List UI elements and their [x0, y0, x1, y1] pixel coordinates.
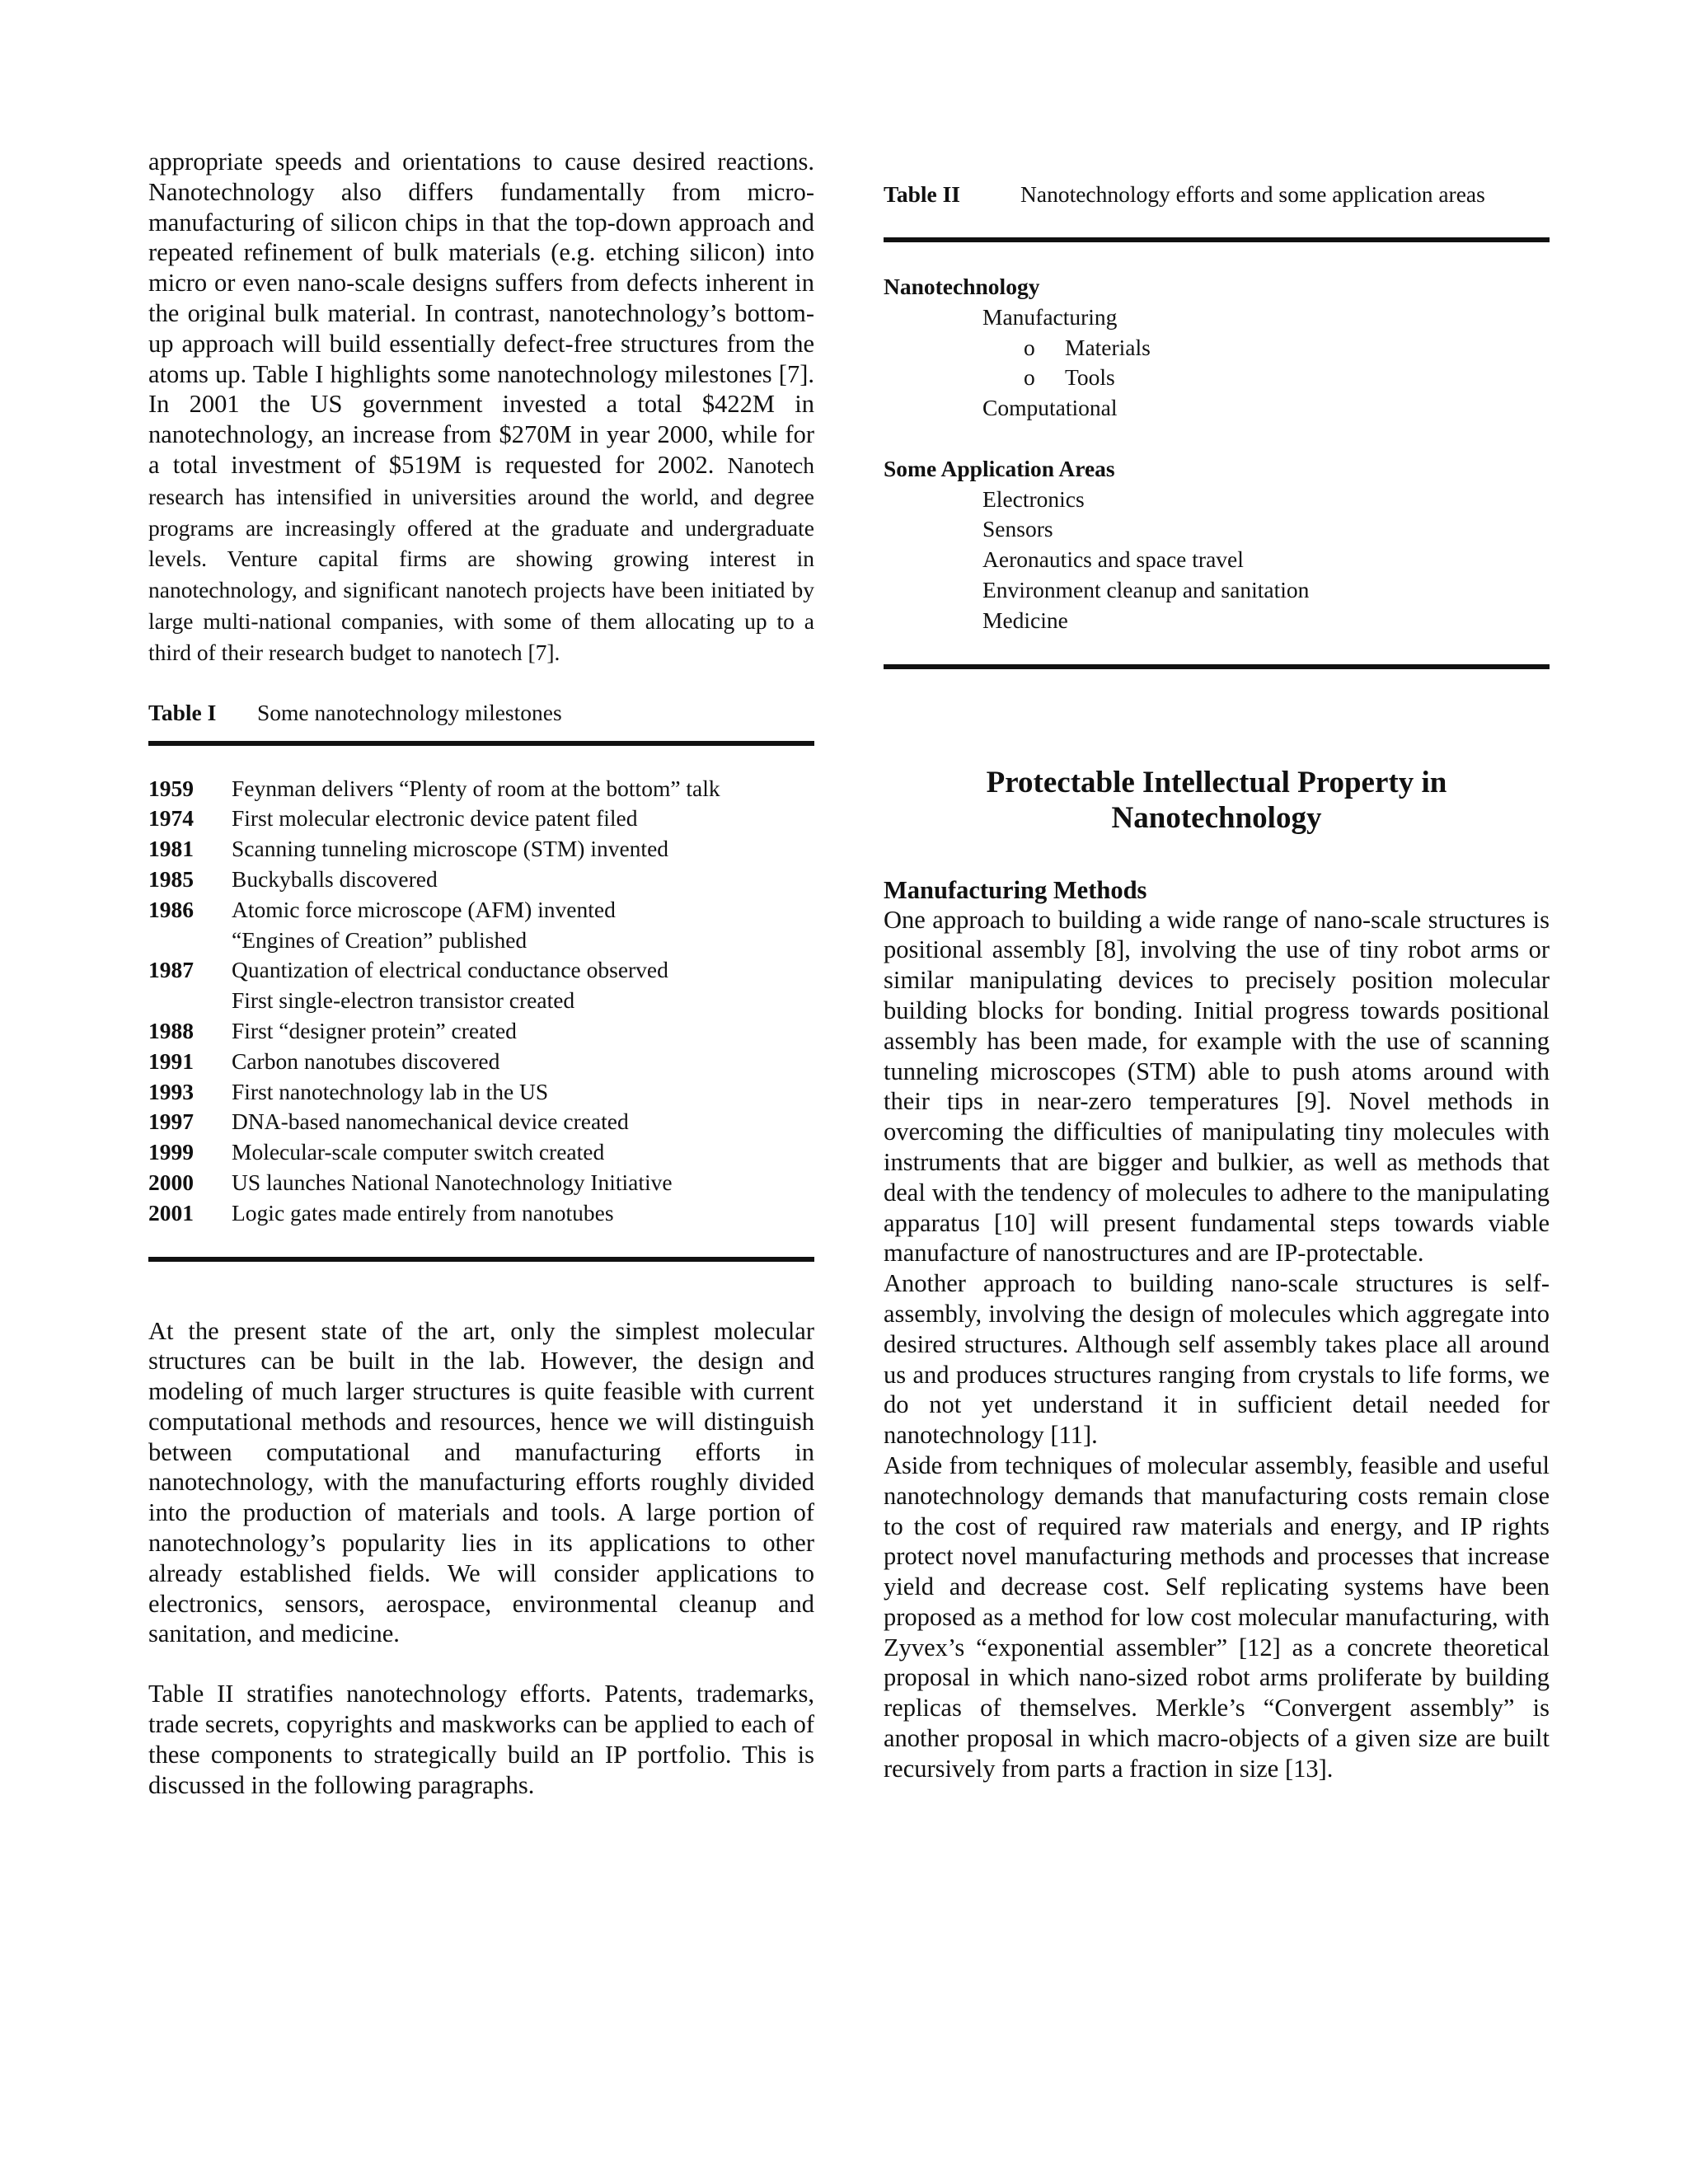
table-row: [148, 1198, 814, 1229]
milestone-event: “Engines of Creation” published: [232, 926, 528, 953]
section-title-line2: Nanotechnology: [1111, 800, 1322, 835]
section-title: [884, 765, 1550, 836]
milestone-year: 1988: [148, 1017, 194, 1043]
list-item: Electronics: [982, 485, 1085, 512]
table2-subitem-tools: [884, 363, 1550, 393]
table-row: [148, 895, 814, 926]
table2-label: Table II: [884, 181, 960, 207]
milestone-event: Atomic force microscope (AFM) invented: [232, 896, 616, 922]
milestone-event: Quantization of electrical conductance observed: [232, 957, 668, 983]
body-paragraph-self-assembly: Another approach to building nano-scale structures is self-assembly, involving the design of molecules which aggregate into desired structures. Although self assembly takes place all around us and produces structures ranging from crystals to life forms, we do not yet understand it in sufficient detail needed for nanotechnology [11].: [884, 1269, 1550, 1450]
table1-caption: [148, 698, 814, 728]
list-item: Aeronautics and space travel: [982, 546, 1244, 573]
table-row: [148, 804, 814, 834]
list-item: Medicine: [982, 607, 1068, 633]
milestone-year: [148, 986, 232, 1016]
table2-subitem-label: Materials: [1065, 334, 1151, 360]
milestone-year: 1959: [148, 775, 194, 801]
table-row: [148, 955, 814, 986]
milestone-year: 1997: [148, 1108, 194, 1135]
table-row: [148, 1168, 814, 1198]
table2-subitem-label: Tools: [1065, 364, 1115, 391]
milestone-year: 1999: [148, 1139, 194, 1165]
milestone-event: DNA-based nanomechanical device created: [232, 1108, 629, 1135]
table1-label: Table I: [148, 699, 217, 725]
list-item: Sensors: [982, 516, 1053, 542]
table2-body: [884, 272, 1550, 636]
table-row: [148, 834, 814, 865]
table-row: [148, 926, 814, 956]
left-column: [148, 147, 814, 1800]
milestone-event: Molecular-scale computer switch created: [232, 1139, 605, 1165]
table-row: [148, 774, 814, 804]
table-row: [148, 1107, 814, 1137]
table2-title: Nanotechnology efforts and some application areas: [1020, 181, 1485, 207]
table-row: [148, 1047, 814, 1077]
table-row: [148, 1016, 814, 1047]
milestone-year: 1987: [148, 957, 194, 983]
body-paragraph-intro: [148, 147, 814, 668]
list-item: Environment cleanup and sanitation: [982, 576, 1310, 602]
table2-item-manufacturing: Manufacturing: [982, 303, 1118, 330]
table-row: [148, 865, 814, 895]
body-paragraph-table2-intro: Table II stratifies nanotechnology efforts. Patents, trademarks, trade secrets, copyrights and maskworks can be applied to each of these components to strategically build an IP portfolio. This is discussed in the following paragraphs.: [148, 1680, 814, 1799]
body-paragraph-state-of-art: At the present state of the art, only the simplest molecular structures can be built in the lab. However, the design and modeling of much larger structures is quite feasible with current computational methods and resources, hence we will distinguish between computational and manufacturing efforts in nanotechnology, with the manufacturing efforts roughly divided into the production of materials and tools. A large portion of nanotechnology’s popularity lies in its applications to other already established fields. We will consider applications to electronics, sensors, aerospace, environmental cleanup and sanitation, and medicine.: [148, 1316, 814, 1648]
table2-heading-nanotechnology: Nanotechnology: [884, 274, 1040, 299]
milestone-event: First nanotechnology lab in the US: [232, 1078, 549, 1104]
milestone-year: 2000: [148, 1169, 194, 1195]
intro-text-small: Nanotech research has intensified in universities around the world, and degree programs are increasingly offered at the graduate and undergraduate levels. Venture capital firms are showing growing interest in nanotechnology, and significant nanotech projects have been initiated by large multi-national companies, with some of them allocating up to a third of their research budget to nanotech [7].: [148, 452, 814, 665]
milestone-year: 1993: [148, 1078, 194, 1104]
milestone-event: First molecular electronic device patent filed: [232, 805, 638, 832]
table1-body: [148, 774, 814, 1229]
milestone-event: Scanning tunneling microscope (STM) invented: [232, 836, 669, 862]
table2-item-computational: Computational: [982, 395, 1118, 421]
subsection-title: Manufacturing Methods: [884, 875, 1147, 904]
milestone-event: US launches National Nanotechnology Initiative: [232, 1169, 673, 1195]
milestone-event: Buckyballs discovered: [232, 865, 438, 892]
milestone-year: 1985: [148, 865, 194, 892]
table1-title: Some nanotechnology milestones: [257, 699, 562, 725]
milestone-event: Logic gates made entirely from nanotubes: [232, 1199, 614, 1226]
right-column: [884, 147, 1550, 1784]
milestone-year: 1991: [148, 1047, 194, 1074]
milestone-event: First single-electron transistor created: [232, 987, 575, 1014]
intro-text: appropriate speeds and orientations to cause desired reactions. Nanotechnology also differs fundamentally from micro-manufacturing of silicon chips in that the top-down approach and repeated refinement of bulk materials (e.g. etching silicon) into micro or even nano-scale designs suffers from defects inherent in the original bulk material. In contrast, nanotechnology’s bottom-up approach will build essentially defect-free structures from the atoms up. Table I highlights some nanotechnology milestones [7]. In 2001 the US government invested a total $422M in nanotechnology, an increase from $270M in year 2000, while for a total investment of $519M is requested for 2002.: [148, 148, 814, 479]
table2-caption: [884, 180, 1550, 209]
section-title-line1: Protectable Intellectual Property in: [986, 765, 1447, 799]
table2-subitem-materials: [884, 333, 1550, 363]
bullet-icon: o: [1024, 334, 1035, 360]
body-paragraph-manufacturing-costs: Aside from techniques of molecular assembly, feasible and useful nanotechnology demands that manufacturing costs remain close to the cost of required raw materials and energy, and IP rights protect novel manufacturing methods and processes that increase yield and decrease cost. Self replicating systems have been proposed as a method for low cost molecular manufacturing, with Zyvex’s “exponential assembler” [12] as a concrete theoretical proposal in which nano-sized robot arms proliferate by building replicas of themselves. Merkle’s “Convergent assembly” is another proposal in which macro-objects of a given size are built recursively from parts a fraction in size [13].: [884, 1451, 1550, 1783]
milestone-event: Feynman delivers “Plenty of room at the bottom” talk: [232, 775, 720, 801]
bullet-icon: o: [1024, 364, 1035, 391]
table2-heading-applications: Some Application Areas: [884, 455, 1115, 481]
milestone-year: [148, 926, 232, 956]
milestone-year: 1981: [148, 836, 194, 862]
body-paragraph-positional-assembly: One approach to building a wide range of nano-scale structures is positional assembly [8], involving the use of tiny robot arms or similar manipulating devices to precisely position molecular building blocks for bonding. Initial progress towards positional assembly has been made, for example with the use of scanning tunneling microscopes (STM) able to push atoms around with their tips in near-zero temperatures [9]. Novel methods in overcoming the difficulties of manipulating tiny molecules with instruments that are bigger and bulkier, as well as methods that deal with the tendency of molecules to adhere to the manipulating apparatus [10] will present fundamental steps towards viable manufacture of nanostructures and are IP-protectable.: [884, 905, 1550, 1268]
milestone-year: 1986: [148, 896, 194, 922]
table2-applications-list: [884, 485, 1550, 636]
milestone-year: 1974: [148, 805, 194, 832]
table-row: [148, 986, 814, 1016]
milestone-event: Carbon nanotubes discovered: [232, 1047, 500, 1074]
milestone-year: 2001: [148, 1199, 194, 1226]
table-row: [148, 1137, 814, 1168]
milestone-event: First “designer protein” created: [232, 1017, 517, 1043]
table-row: [148, 1077, 814, 1108]
